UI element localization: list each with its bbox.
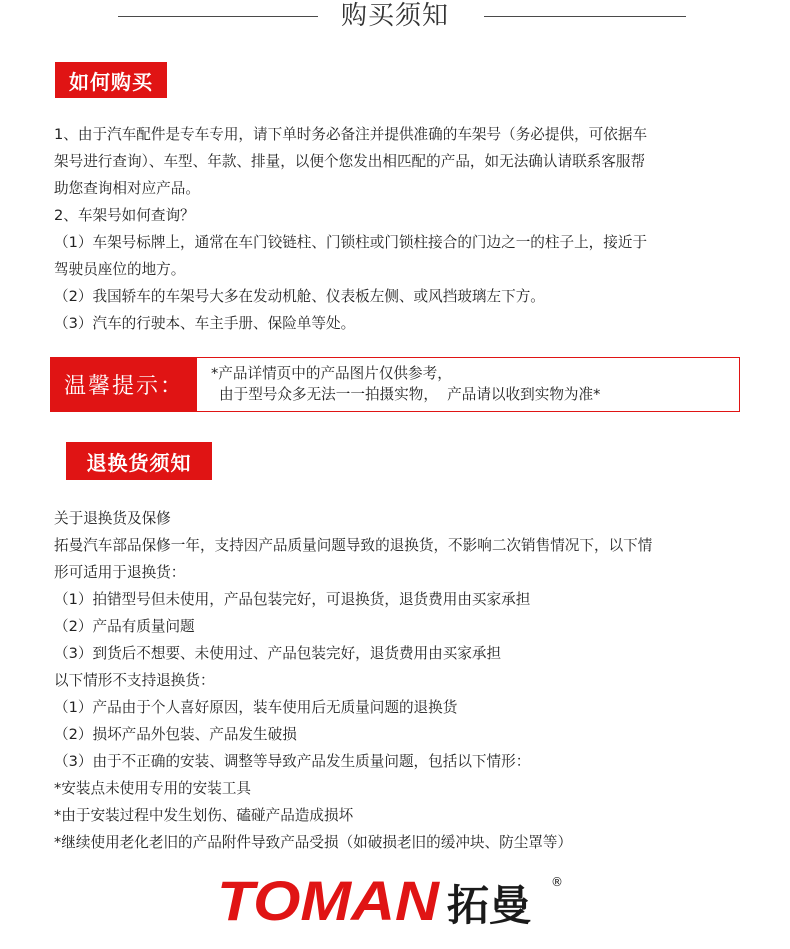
returns-line: 以下情形不支持退换货： <box>54 672 215 689</box>
registered-mark: ® <box>551 875 563 889</box>
how-to-buy-line: 驾驶员座位的地方。 <box>54 261 186 278</box>
how-to-buy-line: 2、车架号如何查询？ <box>54 207 195 224</box>
how-to-buy-line: （1）车架号标牌上，通常在车门铰链柱、门锁柱或门锁柱接合的门边之一的柱子上，接近于 <box>54 234 648 251</box>
warm-tip-line-1: *产品详情页中的产品图片仅供参考， <box>211 365 452 382</box>
how-to-buy-line: 架号进行查询）、车型、年款、排量，以便个您发出相匹配的产品，如无法确认请联系客服帮 <box>54 153 646 170</box>
warm-tip-text <box>197 358 600 411</box>
how-to-buy-line: （3）汽车的行驶本、车主手册、保险单等处。 <box>54 315 356 332</box>
warm-tip-line-2: 由于型号众多无法一一拍摄实物， 产品请以收到实物为准* <box>219 386 601 403</box>
returns-line: （3）由于不正确的安装、调整等导致产品发生质量问题，包括以下情形： <box>54 753 531 770</box>
returns-line: 关于退换货及保修 <box>54 510 171 527</box>
returns-line: （1）产品由于个人喜好原因，装车使用后无质量问题的退换货 <box>54 699 458 716</box>
returns-line: *安装点未使用专用的安装工具 <box>54 780 252 797</box>
warm-tip-box <box>50 357 740 412</box>
logo-wordmark: TOMAN <box>217 870 441 930</box>
returns-line: （2）产品有质量问题 <box>54 618 195 635</box>
returns-line: 拓曼汽车部品保修一年，支持因产品质量问题导致的退换货，不影响二次销售情况下，以下情 <box>54 537 653 554</box>
returns-line: 形可适用于退换货： <box>54 564 186 581</box>
title-rule-right <box>484 16 686 17</box>
how-to-buy-text <box>54 121 744 337</box>
returns-line: *继续使用老化老旧的产品附件导致产品受损（如破损老旧的缓冲块、防尘罩等） <box>54 834 573 851</box>
how-to-buy-heading: 如何购买 <box>55 62 167 98</box>
returns-text <box>54 505 744 856</box>
warm-tip-label: 温馨提示： <box>51 358 197 411</box>
page-title: 购买须知 <box>340 1 449 31</box>
returns-line: *由于安装过程中发生划伤、磕碰产品造成损坏 <box>54 807 354 824</box>
returns-heading: 退换货须知 <box>66 442 212 480</box>
returns-line: （3）到货后不想要、未使用过、产品包装完好，退货费用由买家承担 <box>54 645 502 662</box>
returns-line: （2）损坏产品外包装、产品发生破损 <box>54 726 297 743</box>
how-to-buy-line: 1、由于汽车配件是专车专用，请下单时务必备注并提供准确的车架号（务必提供，可依据车 <box>54 126 648 143</box>
how-to-buy-line: （2）我国轿车的车架号大多在发动机舱、仪表板左侧、或风挡玻璃左下方。 <box>54 288 545 305</box>
toman-logo <box>215 870 575 930</box>
logo-cn-name: 拓曼 <box>447 881 532 930</box>
how-to-buy-line: 助您查询相对应产品。 <box>54 180 200 197</box>
returns-line: （1）拍错型号但未使用，产品包装完好，可退换货，退货费用由买家承担 <box>54 591 531 608</box>
